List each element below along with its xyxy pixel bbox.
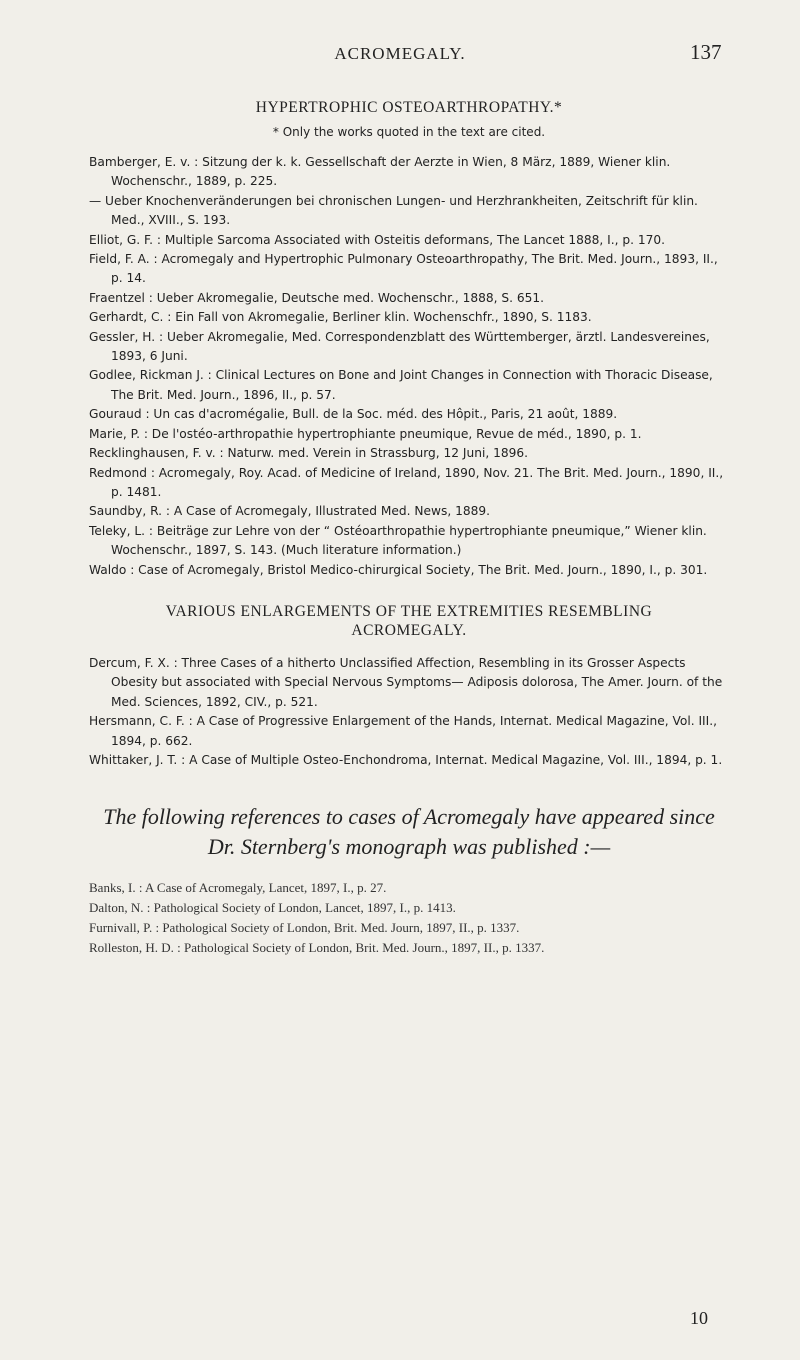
- reference-item: Field, F. A. : Acromegaly and Hypertrophic Pulmonary Osteoarthropathy, The Brit. Med. Journ., 1893, II., p. 14.: [89, 252, 718, 286]
- reference-item: Godlee, Rickman J. : Clinical Lectures on Bone and Joint Changes in Connection with Thoracic Disease, The Brit. Med. Journ., 1896, II., p. 57.: [89, 368, 713, 402]
- reference-item: Dalton, N. : Pathological Society of London, Lancet, 1897, I., p. 1413.: [89, 900, 456, 916]
- reference-item: Bamberger, E. v. : Sitzung der k. k. Gessellschaft der Aerzte in Wien, 8 März, 1889, Wiener klin. Wochenschr., 1889, p. 225.: [89, 155, 671, 189]
- section-gap: [89, 580, 729, 602]
- page-number: 137: [690, 40, 722, 64]
- reference-list-later: [89, 878, 729, 958]
- reference-item: Teleky, L. : Beiträge zur Lehre von der “ Ostéoarthropathie hypertrophiante pneumique,” Wiener klin. Wochenschr., 1897, S. 143. (Much literature information.): [89, 523, 707, 558]
- reference-item: Gouraud : Un cas d'acromégalie, Bull. de la Soc. méd. des Hôpit., Paris, 21 août, 1889.: [89, 407, 618, 422]
- footnote: * Only the works quoted in the text are cited.: [272, 125, 546, 139]
- reference-list-hypertrophic: [89, 153, 729, 580]
- reference-item: Rolleston, H. D. : Pathological Society of London, Brit. Med. Journ., 1897, II., p. 1337.: [89, 940, 545, 956]
- reference-item: Marie, P. : De l'ostéo-arthropathie hypertrophiante pneumique, Revue de méd., 1890, p. 1.: [89, 426, 642, 441]
- signature-mark: 10: [690, 1308, 708, 1328]
- reference-item: Elliot, G. F. : Multiple Sarcoma Associated with Osteitis deformans, The Lancet 1888, I., p. 170.: [89, 232, 665, 247]
- reference-item: Gessler, H. : Ueber Akromegalie, Med. Correspondenzblatt des Württemberger, ärztl. Landesvereines, 1893, 6 Juni.: [89, 329, 710, 364]
- reference-item: Gerhardt, C. : Ein Fall von Akromegalie, Berliner klin. Wochenschfr., 1890, S. 1183.: [89, 310, 592, 325]
- reference-item: Whittaker, J. T. : A Case of Multiple Osteo-Enchondroma, Internat. Medical Magazine, Vol. III., 1894, p. 1.: [89, 752, 723, 767]
- reference-item: Recklinghausen, F. v. : Naturw. med. Verein in Strassburg, 12 Juni, 1896.: [89, 446, 528, 461]
- reference-item: Hersmann, C. F. : A Case of Progressive Enlargement of the Hands, Internat. Medical Magazine, Vol. III., 1894, p. 662.: [89, 714, 717, 748]
- reference-list-enlargements: [89, 654, 729, 770]
- page-content: [89, 98, 729, 958]
- reference-item: Redmond : Acromegaly, Roy. Acad. of Medicine of Ireland, 1890, Nov. 21. The Brit. Med. Journ., 1890, II., p. 1481.: [89, 465, 724, 499]
- reference-item: Waldo : Case of Acromegaly, Bristol Medico-chirurgical Society, The Brit. Med. Journ., 1890, I., p. 301.: [89, 562, 708, 577]
- reference-item: Fraentzel : Ueber Akromegalie, Deutsche med. Wochenschr., 1888, S. 651.: [89, 290, 544, 305]
- running-title: ACROMEGALY.: [334, 44, 466, 63]
- reference-item: Saundby, R. : A Case of Acromegaly, Illustrated Med. News, 1889.: [89, 504, 490, 519]
- section-heading-hypertrophic: HYPERTROPHIC OSTEOARTHROPATHY.*: [255, 99, 563, 116]
- reference-item: Furnivall, P. : Pathological Society of London, Brit. Med. Journ, 1897, II., p. 1337.: [89, 920, 520, 936]
- reference-item: Banks, I. : A Case of Acromegaly, Lancet, 1897, I., p. 27.: [89, 880, 387, 896]
- reference-item: — Ueber Knochenveränderungen bei chronischen Lungen- und Herzhrankheiten, Zeitschrift für klin. Med., XVIII., S. 193.: [89, 193, 698, 228]
- section-heading-later-references: The following references to cases of Acromegaly have appeared since Dr. Sternberg's monograph was published :—: [103, 804, 715, 860]
- section-heading-enlargements-line2: ACROMEGALY.: [351, 621, 467, 639]
- reference-item: Dercum, F. X. : Three Cases of a hitherto Unclassified Affection, Resembling in its Grosser Aspects Obesity but associated with Special Nervous Symptoms— Adiposis dolorosa, The Amer. Journ. of the Med. Sciences, 1892, CIV., p. 521.: [89, 655, 723, 709]
- section-heading-enlargements-line1: VARIOUS ENLARGEMENTS OF THE EXTREMITIES RESEMBLING: [165, 602, 653, 620]
